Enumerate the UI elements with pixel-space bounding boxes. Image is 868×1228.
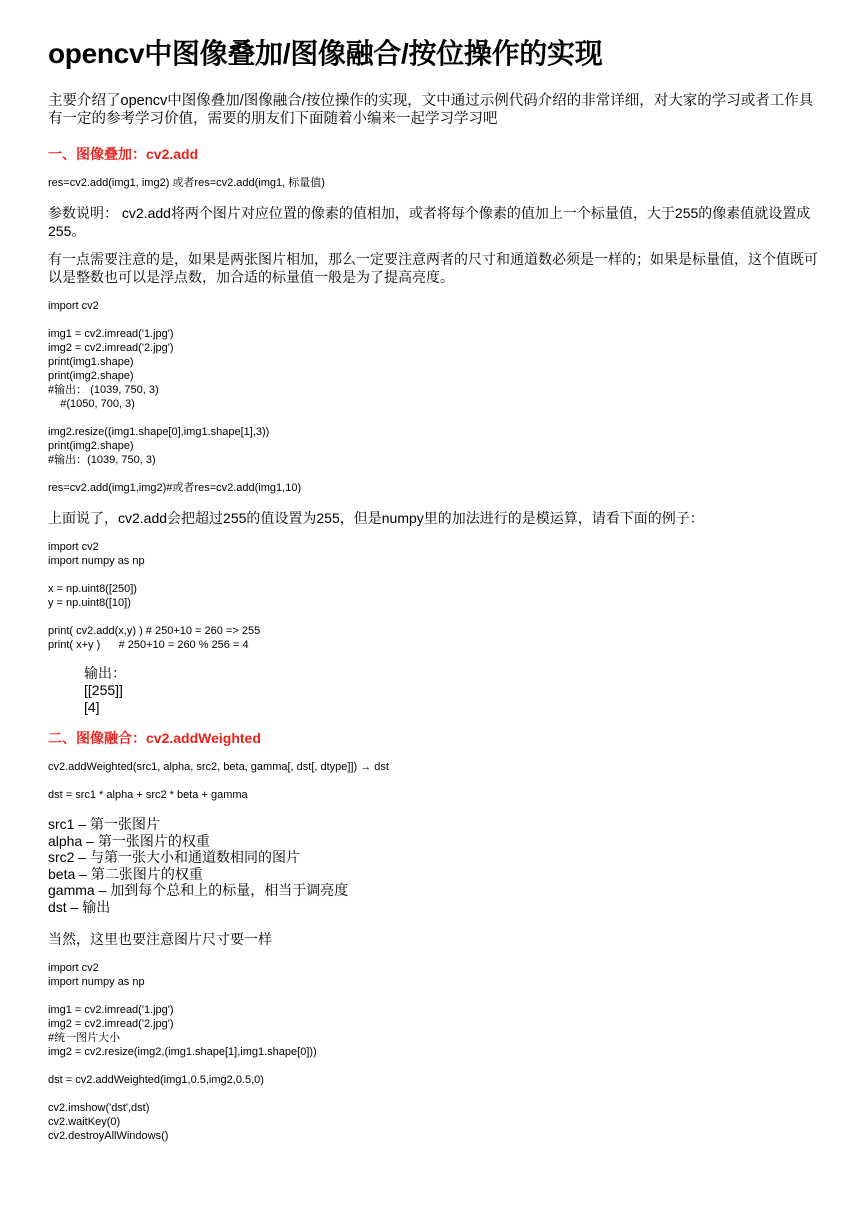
size-note: 当然，这里也要注意图片尺寸要一样 xyxy=(48,931,272,947)
code-line xyxy=(48,610,260,624)
parameter-item: src1 – 第一张图片 xyxy=(48,816,161,832)
code-line: dst = cv2.addWeighted(img1,0.5,img2,0.5,0) xyxy=(48,1074,264,1086)
addweighted-signature: cv2.addWeighted(src1, alpha, src2, beta, gamma[, dst[, dtype]]) → dst xyxy=(48,761,389,773)
code-line: img2 = cv2.imread('2.jpg') xyxy=(48,1018,174,1030)
code-line xyxy=(48,1087,317,1101)
code-line: cv2.waitKey(0) xyxy=(48,1116,121,1128)
code-line xyxy=(48,1059,317,1073)
code-line: x = np.uint8([250]) xyxy=(48,583,137,595)
parameter-list xyxy=(48,816,348,915)
code-line: print( x+y ) # 250+10 = 260 % 256 = 4 xyxy=(48,639,249,651)
code-line: y = np.uint8([10]) xyxy=(48,597,131,609)
code-line: #输出：(1039, 750, 3) xyxy=(48,454,156,466)
code-line: #统一图片大小 xyxy=(48,1032,121,1044)
code-line: import numpy as np xyxy=(48,976,145,988)
code-line: import numpy as np xyxy=(48,555,145,567)
parameter-item: dst – 输出 xyxy=(48,898,111,915)
output-line: [4] xyxy=(84,699,100,715)
code-line: print( cv2.add(x,y) ) # 250+10 = 260 => 255 xyxy=(48,625,261,637)
code-line: img1 = cv2.imread('1.jpg') xyxy=(48,328,174,340)
parameter-item: alpha – 第一张图片的权重 xyxy=(48,832,210,849)
code-line: #(1050, 700, 3) xyxy=(48,398,135,410)
mod-note: 上面说了，cv2.add会把超过255的值设置为255，但是numpy里的加法进行的是模运算，请看下面的例子： xyxy=(48,510,704,526)
code-line: import cv2 xyxy=(48,541,99,553)
code-line xyxy=(48,989,317,1003)
parameter-item: src2 – 与第一张大小和通道数相同的图片 xyxy=(48,849,301,865)
output-line: [[255]] xyxy=(84,682,123,698)
output-line: 输出： xyxy=(84,665,126,681)
code-line xyxy=(48,313,301,327)
code-line xyxy=(48,467,301,481)
code-line: print(img2.shape) xyxy=(48,370,134,382)
code-line: print(img2.shape) xyxy=(48,440,134,452)
param-note: 参数说明： cv2.add将两个图片对应位置的像素的值相加，或者将每个像素的值加上一个标量值，大于255的像素值就设置成255。 xyxy=(48,205,811,239)
code-line: img2.resize((img1.shape[0],img1.shape[1],3)) xyxy=(48,426,270,438)
code-block-numpy xyxy=(48,540,260,652)
output-block xyxy=(84,665,126,716)
code-block-add xyxy=(48,299,301,495)
section-heading-addweighted: 二、图像融合：cv2.addWeighted xyxy=(48,730,261,746)
code-line xyxy=(48,411,301,425)
code-line: img2 = cv2.resize(img2,(img1.shape[1],img1.shape[0])) xyxy=(48,1046,317,1058)
intro-paragraph: 主要介绍了opencv中图像叠加/图像融合/按位操作的实现，文中通过示例代码介绍的非常详细，对大家的学习或者工作具有一定的参考学习价值，需要的朋友们下面随着小编来一起学习学习吧 xyxy=(48,93,814,127)
code-line: img1 = cv2.imread('1.jpg') xyxy=(48,1004,174,1016)
code-line: img2 = cv2.imread('2.jpg') xyxy=(48,342,174,354)
code-block-addweighted xyxy=(48,961,317,1143)
code-line: print(img1.shape) xyxy=(48,356,134,368)
addweighted-formula: dst = src1 * alpha + src2 * beta + gamma xyxy=(48,789,248,801)
page-title: opencv中图像叠加/图像融合/按位操作的实现 xyxy=(48,38,603,69)
section-heading-add: 一、图像叠加：cv2.add xyxy=(48,146,199,162)
code-line: res=cv2.add(img1,img2)#或者res=cv2.add(img1,10) xyxy=(48,482,302,494)
parameter-item: beta – 第二张图片的权重 xyxy=(48,865,203,882)
code-line: import cv2 xyxy=(48,962,99,974)
code-line: cv2.imshow('dst',dst) xyxy=(48,1102,150,1114)
code-line: import cv2 xyxy=(48,300,99,312)
caution-note: 有一点需要注意的是，如果是两张图片相加，那么一定要注意两者的尺寸和通道数必须是一样的；如果是标量值，这个值既可以是整数也可以是浮点数，加合适的标量值一般是为了提高亮度。 xyxy=(48,251,818,285)
add-signature: res=cv2.add(img1, img2) 或者res=cv2.add(img1, 标量值) xyxy=(48,177,325,189)
code-line: #输出： (1039, 750, 3) xyxy=(48,384,159,396)
code-line: cv2.destroyAllWindows() xyxy=(48,1130,169,1142)
parameter-item: gamma – 加到每个总和上的标量，相当于调亮度 xyxy=(48,882,349,898)
code-line xyxy=(48,568,260,582)
